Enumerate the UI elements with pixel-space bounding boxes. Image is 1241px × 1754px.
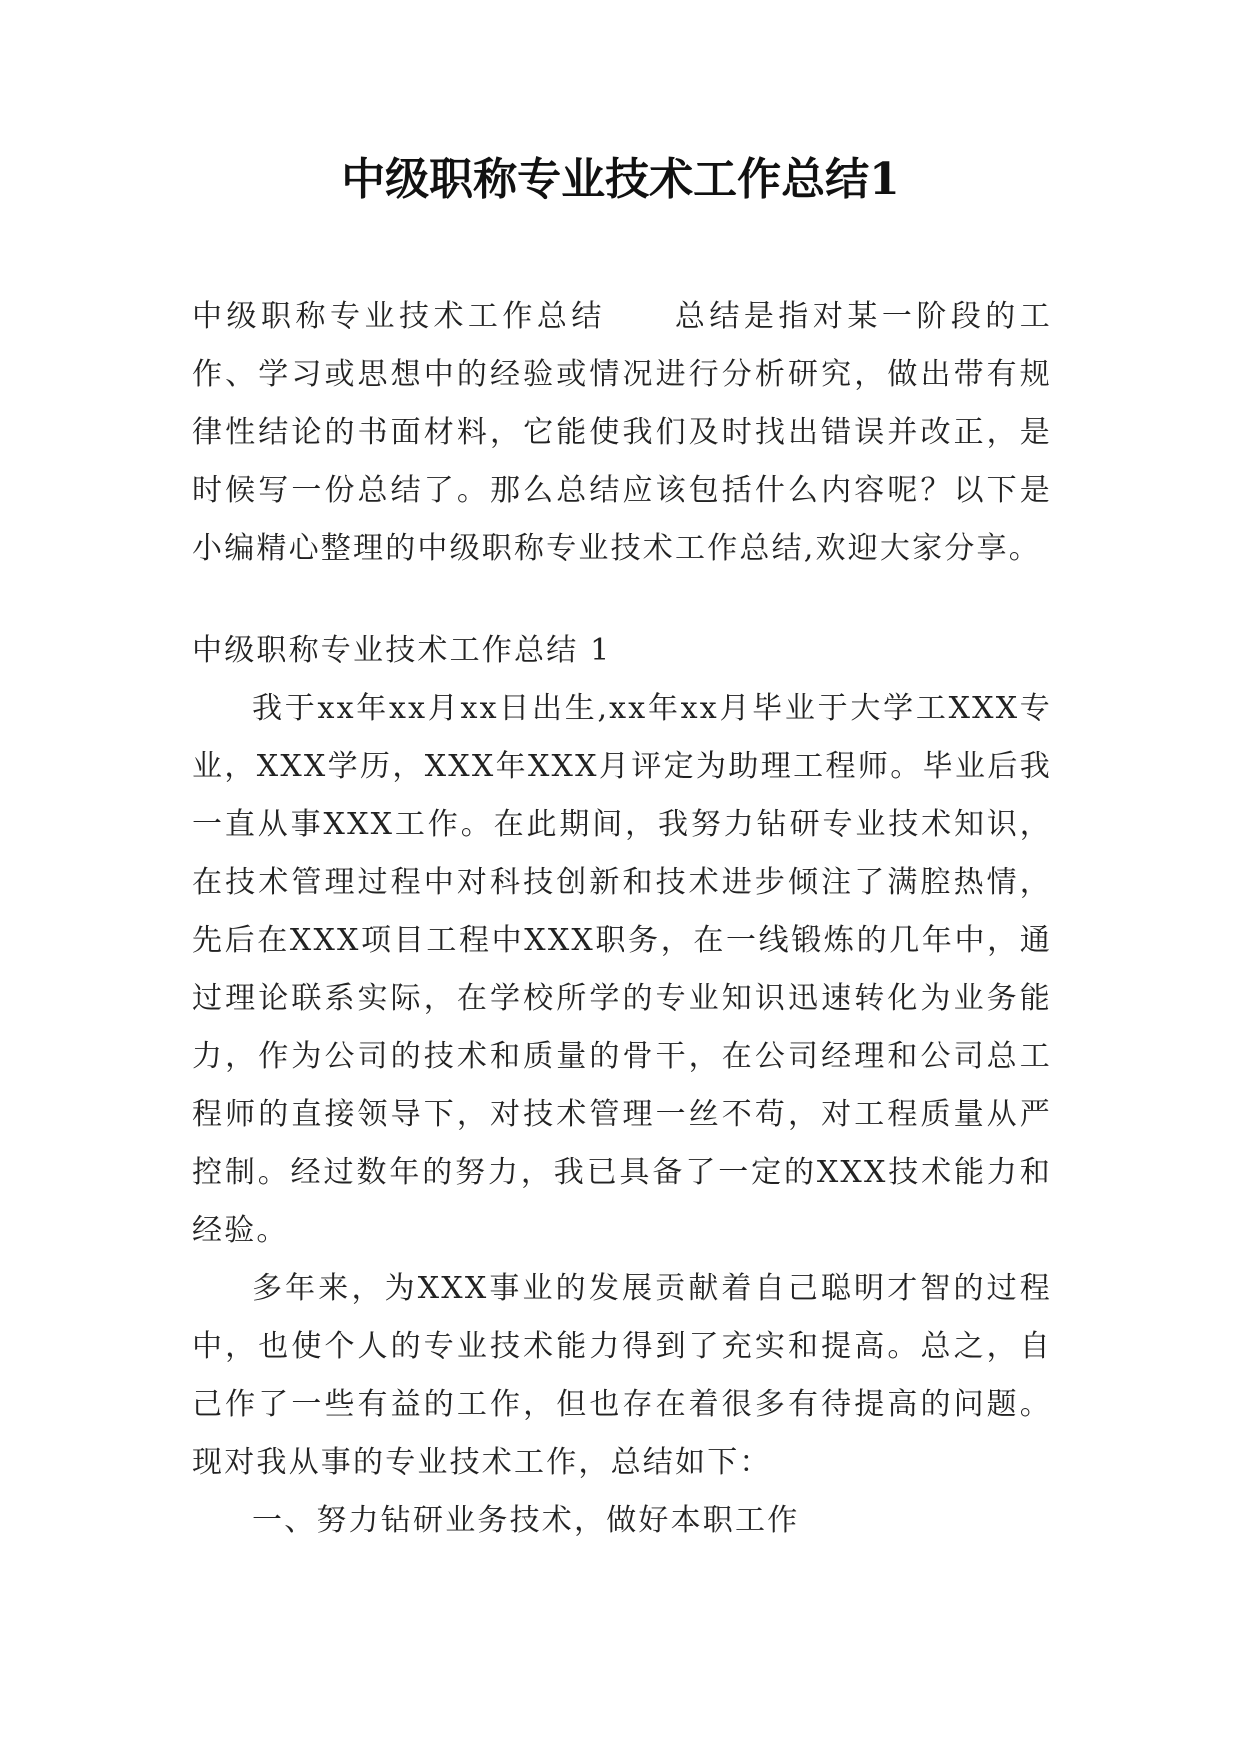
section-title: 中级职称专业技术工作总结 1 xyxy=(192,633,612,668)
body-paragraph-1: 我于xx年xx月xx日出生,xx年xx月毕业于大学工XXX专业，XXX学历，XXX年XXX月评定为助理工程师。毕业后我一直从事XXX工作。在此期间，我努力钻研专业技术知识，在技术管理过程中对科技创新和技术进步倾注了满腔热情，先后在XXX项目工程中XXX职务，在一线锻炼的几年中，通过理论联系实际，在学校所学的专业知识迅速转化为业务能力，作为公司的技术和质量的骨干，在公司经理和公司总工程师的直接领导下，对技术管理一丝不苟，对工程质量从严控制。经过数年的努力，我已具备了一定的XXX技术能力和经验。 xyxy=(192,691,1052,1248)
body-paragraph-2: 多年来，为XXX事业的发展贡献着自己聪明才智的过程中，也使个人的专业技术能力得到了充实和提高。总之，自己作了一些有益的工作，但也存在着很多有待提高的问题。现对我从事的专业技术工作，总结如下： xyxy=(192,1271,1052,1480)
paragraph-spacer xyxy=(192,578,1052,622)
document-body xyxy=(192,288,1052,1550)
intro-paragraph: 中级职称专业技术工作总结 总结是指对某一阶段的工作、学习或思想中的经验或情况进行分析研究，做出带有规律性结论的书面材料，它能使我们及时找出错误并改正，是时候写一份总结了。那么总结应该包括什么内容呢？以下是小编精心整理的中级职称专业技术工作总结,欢迎大家分享。 xyxy=(192,299,1052,566)
document-title: 中级职称专业技术工作总结1 xyxy=(341,154,900,205)
sub-heading: 一、努力钻研业务技术，做好本职工作 xyxy=(252,1503,800,1538)
